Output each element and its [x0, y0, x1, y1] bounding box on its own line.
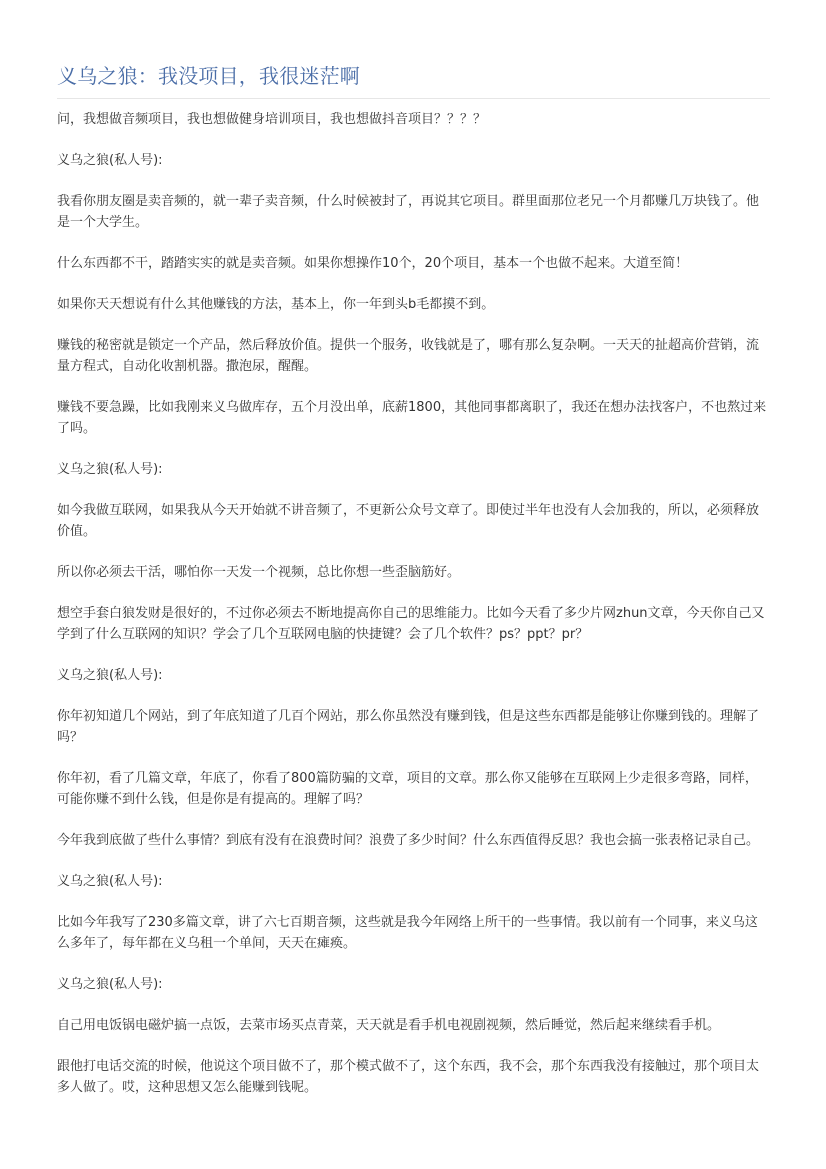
- paragraph: 什么东西都不干，踏踏实实的就是卖音频。如果你想操作10个，20个项目，基本一个也做不起来。大道至简！: [57, 256, 689, 271]
- paragraph: 跟他打电话交流的时候，他说这个项目做不了，那个模式做不了，这个东西，我不会，那个东西我没有接触过，那个项目太多人做了。哎，这种思想又怎么能赚到钱呢。: [57, 1059, 760, 1095]
- paragraph: 想空手套白狼发财是很好的，不过你必须去不断地提高你自己的思维能力。比如今天看了多少片网zhun文章，今天你自己又学到了什么互联网的知识？学会了几个互联网电脑的快捷键？会了几个软件？ps？ppt？pr？: [57, 606, 765, 642]
- paragraph: 自己用电饭锅电磁炉搞一点饭，去菜市场买点青菜，天天就是看手机电视剧视频，然后睡觉，然后起来继续看手机。: [57, 1018, 721, 1033]
- paragraph: 你年初知道几个网站，到了年底知道了几百个网站，那么你虽然没有赚到钱，但是这些东西都是能够让你赚到钱的。理解了吗？: [57, 709, 760, 745]
- author-label: 义乌之狼(私人号):: [57, 977, 163, 992]
- paragraph: 赚钱不要急躁，比如我刚来义乌做库存，五个月没出单，底薪1800，其他同事都离职了，我还在想办法找客户，不也熬过来了吗。: [57, 400, 767, 436]
- paragraph: 赚钱的秘密就是锁定一个产品，然后释放价值。提供一个服务，收钱就是了，哪有那么复杂啊。一天天的扯超高价营销，流量方程式，自动化收割机器。撒泡尿，醒醒。: [57, 338, 760, 374]
- paragraph: 如今我做互联网，如果我从今天开始就不讲音频了，不更新公众号文章了。即使过半年也没有人会加我的，所以，必须释放价值。: [57, 503, 760, 539]
- article: [57, 62, 770, 1118]
- paragraph: 所以你必须去干活，哪怕你一天发一个视频，总比你想一些歪脑筋好。: [57, 565, 461, 580]
- paragraph: 今年我到底做了些什么事情？到底有没有在浪费时间？浪费了多少时间？什么东西值得反思？我也会搞一张表格记录自己。: [57, 833, 760, 848]
- paragraph: 比如今年我写了230多篇文章，讲了六七百期音频，这些就是我今年网络上所干的一些事情。我以前有一个同事，来义乌这么多年了，每年都在义乌租一个单间，天天在瘫痪。: [57, 915, 758, 951]
- article-body: [57, 109, 770, 1098]
- article-title: 义乌之狼：我没项目，我很迷茫啊: [57, 62, 770, 99]
- paragraph: 问，我想做音频项目，我也想做健身培训项目，我也想做抖音项目？？？？: [57, 112, 487, 127]
- paragraph: 如果你天天想说有什么其他赚钱的方法，基本上，你一年到头b毛都摸不到。: [57, 297, 495, 312]
- author-label: 义乌之狼(私人号):: [57, 668, 163, 683]
- author-label: 义乌之狼(私人号):: [57, 874, 163, 889]
- paragraph: 你年初，看了几篇文章，年底了，你看了800篇防骗的文章，项目的文章。那么你又能够在互联网上少走很多弯路，同样，可能你赚不到什么钱，但是你是有提高的。理解了吗？: [57, 771, 758, 807]
- author-label: 义乌之狼(私人号):: [57, 153, 163, 168]
- paragraph: 我看你朋友圈是卖音频的，就一辈子卖音频，什么时候被封了，再说其它项目。群里面那位老兄一个月都赚几万块钱了。他是一个大学生。: [57, 194, 760, 230]
- author-label: 义乌之狼(私人号):: [57, 462, 163, 477]
